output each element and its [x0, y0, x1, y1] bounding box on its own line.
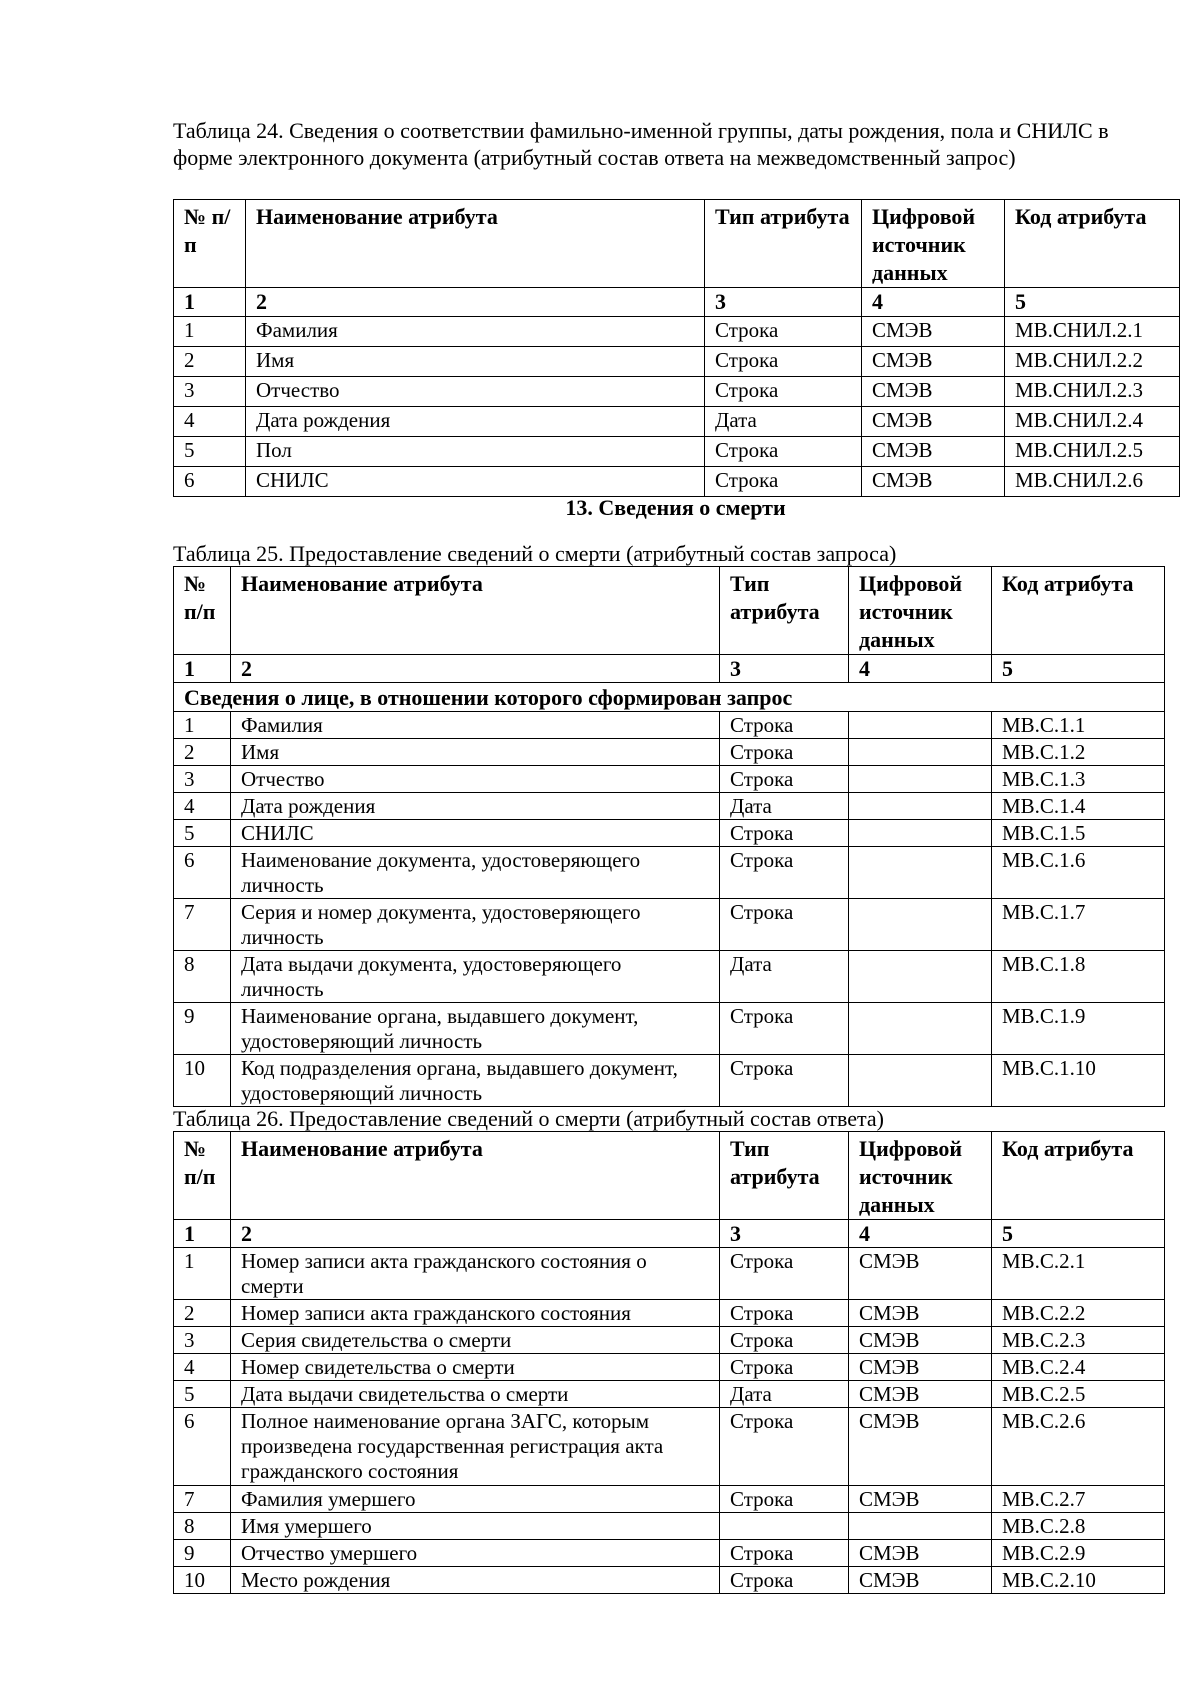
table-row [174, 1300, 1165, 1327]
header-attribute-name: Наименование атрибута [231, 1132, 720, 1220]
attribute-code: МВ.СНИЛ.2.4 [1005, 407, 1180, 437]
row-number: 5 [174, 820, 231, 847]
attribute-code: МВ.СНИЛ.2.5 [1005, 437, 1180, 467]
row-number: 6 [174, 1408, 231, 1486]
attribute-name: Имя умершего [231, 1513, 720, 1540]
attribute-code: МВ.С.2.2 [992, 1300, 1165, 1327]
column-number: 3 [720, 1220, 849, 1248]
attribute-name: Серия свидетельства о смерти [231, 1327, 720, 1354]
attribute-code: МВ.СНИЛ.2.1 [1005, 317, 1180, 347]
attribute-type: Строка [720, 1486, 849, 1513]
attribute-name: Место рождения [231, 1567, 720, 1594]
attribute-name: Отчество [231, 766, 720, 793]
column-number: 3 [705, 288, 862, 317]
data-source: СМЭВ [862, 347, 1005, 377]
attribute-code: МВ.С.1.7 [992, 899, 1165, 951]
data-source [849, 847, 992, 899]
table-row [174, 1408, 1165, 1486]
attribute-name: СНИЛС [231, 820, 720, 847]
data-source [849, 712, 992, 739]
data-source: СМЭВ [849, 1408, 992, 1486]
table-26-caption: Таблица 26. Предоставление сведений о смерти (атрибутный состав ответа) [173, 1106, 884, 1131]
attribute-type: Строка [705, 317, 862, 347]
table-row [174, 1248, 1165, 1300]
row-number: 10 [174, 1055, 231, 1107]
table-24-header-row [174, 200, 1180, 288]
attribute-name: СНИЛС [246, 467, 705, 497]
row-number: 3 [174, 377, 246, 407]
data-source [849, 793, 992, 820]
column-number: 2 [246, 288, 705, 317]
data-source [849, 1055, 992, 1107]
attribute-type: Строка [720, 1055, 849, 1107]
header-number: № п/п [174, 1132, 231, 1220]
data-source [849, 1513, 992, 1540]
attribute-name: Отчество умершего [231, 1540, 720, 1567]
row-number: 9 [174, 1003, 231, 1055]
column-number: 1 [174, 288, 246, 317]
table-25-header-row [174, 567, 1165, 655]
column-number: 1 [174, 655, 231, 683]
row-number: 1 [174, 1248, 231, 1300]
data-source: СМЭВ [849, 1327, 992, 1354]
table-row [174, 1486, 1165, 1513]
table-row [174, 1381, 1165, 1408]
attribute-name: Дата рождения [246, 407, 705, 437]
attribute-code: МВ.С.2.10 [992, 1567, 1165, 1594]
data-source [849, 766, 992, 793]
attribute-code: МВ.С.1.6 [992, 847, 1165, 899]
attribute-name: Фамилия [246, 317, 705, 347]
header-attribute-code: Код атрибута [992, 1132, 1165, 1220]
data-source [849, 1003, 992, 1055]
table-row [174, 407, 1180, 437]
attribute-type: Строка [720, 1300, 849, 1327]
header-attribute-type: Тип атрибута [720, 1132, 849, 1220]
table-row [174, 467, 1180, 497]
attribute-type: Строка [720, 1567, 849, 1594]
attribute-name: Номер записи акта гражданского состояния [231, 1300, 720, 1327]
data-source: СМЭВ [849, 1300, 992, 1327]
data-source [849, 820, 992, 847]
data-source: СМЭВ [862, 437, 1005, 467]
table-row [174, 1327, 1165, 1354]
row-number: 5 [174, 437, 246, 467]
data-source: СМЭВ [862, 377, 1005, 407]
header-attribute-code: Код атрибута [1005, 200, 1180, 288]
attribute-name: Наименование документа, удостоверяющего личность [231, 847, 720, 899]
column-number: 1 [174, 1220, 231, 1248]
attribute-type: Строка [720, 899, 849, 951]
table-row [174, 899, 1165, 951]
column-number: 3 [720, 655, 849, 683]
attribute-type: Строка [720, 1248, 849, 1300]
table-26-header-row [174, 1132, 1165, 1220]
attribute-code: МВ.СНИЛ.2.3 [1005, 377, 1180, 407]
data-source [849, 951, 992, 1003]
table-row [174, 377, 1180, 407]
table-row [174, 847, 1165, 899]
attribute-type: Строка [720, 1003, 849, 1055]
data-source: СМЭВ [849, 1567, 992, 1594]
table-row [174, 1055, 1165, 1107]
table-25-column-numbers [174, 655, 1165, 683]
row-number: 1 [174, 712, 231, 739]
column-number: 4 [862, 288, 1005, 317]
attribute-name: Дата рождения [231, 793, 720, 820]
attribute-type: Строка [720, 820, 849, 847]
attribute-name: Отчество [246, 377, 705, 407]
row-number: 3 [174, 766, 231, 793]
data-source: СМЭВ [849, 1354, 992, 1381]
section-13-title: 13. Сведения о смерти [565, 495, 786, 520]
attribute-type: Строка [720, 739, 849, 766]
table-row [174, 317, 1180, 347]
row-number: 6 [174, 467, 246, 497]
row-number: 7 [174, 899, 231, 951]
data-source: СМЭВ [862, 467, 1005, 497]
column-number: 5 [992, 655, 1165, 683]
table-row [174, 347, 1180, 377]
attribute-code: МВ.С.2.9 [992, 1540, 1165, 1567]
attribute-type: Строка [720, 1354, 849, 1381]
table-25-caption: Таблица 25. Предоставление сведений о смерти (атрибутный состав запроса) [173, 541, 897, 566]
attribute-name: Имя [246, 347, 705, 377]
table-24-column-numbers [174, 288, 1180, 317]
row-number: 8 [174, 1513, 231, 1540]
data-source [849, 739, 992, 766]
table-25 [173, 566, 1165, 1107]
row-number: 1 [174, 317, 246, 347]
attribute-type: Строка [720, 1540, 849, 1567]
attribute-code: МВ.С.1.5 [992, 820, 1165, 847]
table-row [174, 1513, 1165, 1540]
attribute-code: МВ.С.1.4 [992, 793, 1165, 820]
attribute-type: Дата [720, 951, 849, 1003]
attribute-code: МВ.С.2.8 [992, 1513, 1165, 1540]
attribute-name: Серия и номер документа, удостоверяющего личность [231, 899, 720, 951]
row-number: 2 [174, 347, 246, 377]
table-row [174, 1354, 1165, 1381]
table-row [174, 739, 1165, 766]
column-number: 5 [1005, 288, 1180, 317]
attribute-type: Дата [705, 407, 862, 437]
row-number: 6 [174, 847, 231, 899]
attribute-code: МВ.С.2.1 [992, 1248, 1165, 1300]
attribute-type [720, 1513, 849, 1540]
data-source: СМЭВ [862, 317, 1005, 347]
attribute-name: Фамилия [231, 712, 720, 739]
row-number: 9 [174, 1540, 231, 1567]
table-row [174, 712, 1165, 739]
attribute-code: МВ.С.2.3 [992, 1327, 1165, 1354]
attribute-code: МВ.СНИЛ.2.6 [1005, 467, 1180, 497]
table-row [174, 820, 1165, 847]
attribute-type: Строка [705, 377, 862, 407]
column-number: 5 [992, 1220, 1165, 1248]
header-data-source: Цифровой источник данных [849, 1132, 992, 1220]
attribute-code: МВ.С.2.6 [992, 1408, 1165, 1486]
row-number: 2 [174, 1300, 231, 1327]
table-row [174, 1003, 1165, 1055]
attribute-name: Пол [246, 437, 705, 467]
attribute-code: МВ.С.1.10 [992, 1055, 1165, 1107]
attribute-code: МВ.С.1.1 [992, 712, 1165, 739]
attribute-name: Номер записи акта гражданского состояния о смерти [231, 1248, 720, 1300]
table-row [174, 766, 1165, 793]
header-attribute-name: Наименование атрибута [246, 200, 705, 288]
row-number: 4 [174, 1354, 231, 1381]
attribute-type: Строка [705, 437, 862, 467]
table-24-caption: Таблица 24. Сведения о соответствии фамильно-именной группы, даты рождения, пола и СНИЛС в форме электронного документа (атрибутный состав ответа на межведомственный запрос) [173, 118, 1109, 170]
attribute-code: МВ.С.2.5 [992, 1381, 1165, 1408]
header-attribute-type: Тип атрибута [720, 567, 849, 655]
row-number: 4 [174, 407, 246, 437]
column-number: 2 [231, 1220, 720, 1248]
table-26-column-numbers [174, 1220, 1165, 1248]
table-24 [173, 199, 1180, 497]
attribute-name: Имя [231, 739, 720, 766]
attribute-type: Строка [720, 1408, 849, 1486]
group-label: Сведения о лице, в отношении которого сформирован запрос [174, 683, 1165, 712]
header-data-source: Цифровой источник данных [849, 567, 992, 655]
attribute-type: Дата [720, 793, 849, 820]
attribute-type: Строка [720, 712, 849, 739]
attribute-type: Строка [705, 347, 862, 377]
row-number: 7 [174, 1486, 231, 1513]
table-row [174, 1540, 1165, 1567]
table-row [174, 437, 1180, 467]
attribute-type: Строка [720, 847, 849, 899]
attribute-type: Дата [720, 1381, 849, 1408]
data-source: СМЭВ [849, 1486, 992, 1513]
attribute-name: Код подразделения органа, выдавшего документ, удостоверяющий личность [231, 1055, 720, 1107]
attribute-code: МВ.С.1.2 [992, 739, 1165, 766]
attribute-code: МВ.С.2.7 [992, 1486, 1165, 1513]
column-number: 4 [849, 655, 992, 683]
data-source [849, 899, 992, 951]
attribute-name: Фамилия умершего [231, 1486, 720, 1513]
table-row [174, 793, 1165, 820]
data-source: СМЭВ [849, 1540, 992, 1567]
table-25-group-row [174, 683, 1165, 712]
data-source: СМЭВ [862, 407, 1005, 437]
attribute-type: Строка [720, 766, 849, 793]
data-source: СМЭВ [849, 1381, 992, 1408]
header-attribute-name: Наименование атрибута [231, 567, 720, 655]
attribute-type: Строка [705, 467, 862, 497]
header-data-source: Цифровой источник данных [862, 200, 1005, 288]
attribute-code: МВ.С.1.9 [992, 1003, 1165, 1055]
header-number: № п/п [174, 200, 246, 288]
attribute-code: МВ.С.1.3 [992, 766, 1165, 793]
row-number: 5 [174, 1381, 231, 1408]
column-number: 2 [231, 655, 720, 683]
attribute-type: Строка [720, 1327, 849, 1354]
attribute-name: Дата выдачи документа, удостоверяющего личность [231, 951, 720, 1003]
attribute-name: Дата выдачи свидетельства о смерти [231, 1381, 720, 1408]
row-number: 10 [174, 1567, 231, 1594]
header-number: № п/п [174, 567, 231, 655]
header-attribute-code: Код атрибута [992, 567, 1165, 655]
attribute-name: Номер свидетельства о смерти [231, 1354, 720, 1381]
row-number: 2 [174, 739, 231, 766]
attribute-code: МВ.С.2.4 [992, 1354, 1165, 1381]
attribute-name: Наименование органа, выдавшего документ, удостоверяющий личность [231, 1003, 720, 1055]
row-number: 4 [174, 793, 231, 820]
attribute-code: МВ.СНИЛ.2.2 [1005, 347, 1180, 377]
header-attribute-type: Тип атрибута [705, 200, 862, 288]
column-number: 4 [849, 1220, 992, 1248]
row-number: 3 [174, 1327, 231, 1354]
row-number: 8 [174, 951, 231, 1003]
attribute-code: МВ.С.1.8 [992, 951, 1165, 1003]
table-row [174, 951, 1165, 1003]
data-source: СМЭВ [849, 1248, 992, 1300]
attribute-name: Полное наименование органа ЗАГС, которым произведена государственная регистрация акта гражданского состояния [231, 1408, 720, 1486]
table-row [174, 1567, 1165, 1594]
table-26 [173, 1131, 1165, 1594]
